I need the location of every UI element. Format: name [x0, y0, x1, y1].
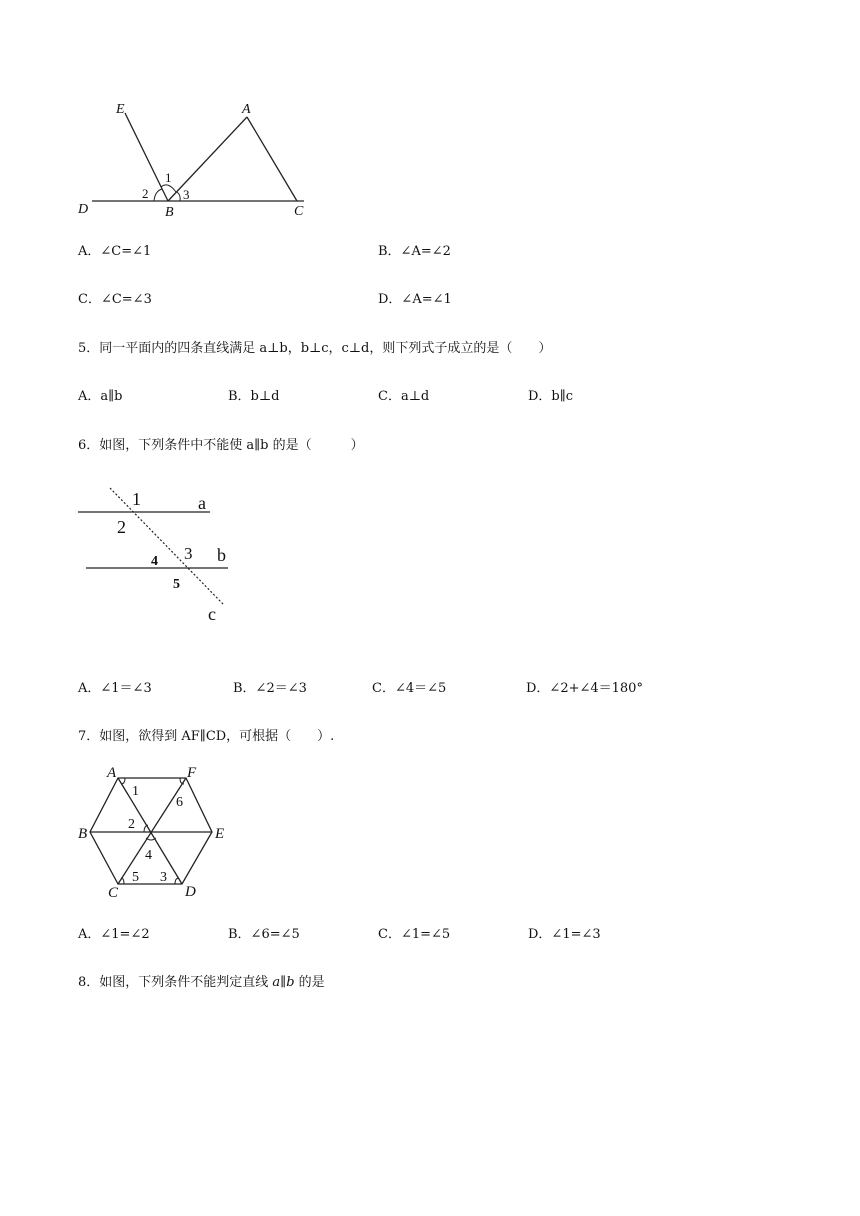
figure-parallel-lines	[70, 480, 250, 630]
angle-arc-3	[177, 192, 180, 201]
q6-stem: 6．如图，下列条件中不能使 a∥b 的是（ ）	[78, 438, 364, 453]
q7-option-d[interactable]: D．∠1=∠3	[528, 927, 601, 942]
line-c-transversal	[110, 488, 223, 604]
label-angle-4: 4	[145, 848, 152, 863]
q8-var-a: a	[272, 975, 281, 990]
label-e: E	[215, 826, 225, 842]
q5-option-d[interactable]: D．b∥c	[528, 389, 574, 404]
q4-option-c[interactable]: C．∠C=∠3	[78, 292, 152, 307]
q6-option-a[interactable]: A．∠1＝∠3	[78, 681, 152, 696]
label-a: A	[107, 765, 117, 781]
q5-option-c[interactable]: C．a⊥d	[378, 389, 430, 404]
q4-option-b[interactable]: B．∠A=∠2	[378, 244, 451, 259]
q8-var-b: b	[286, 975, 295, 990]
q6-option-b[interactable]: B．∠2＝∠3	[233, 681, 307, 696]
label-d: D	[78, 202, 89, 217]
label-angle-4: 4	[151, 554, 158, 569]
label-angle-2: 2	[142, 186, 149, 201]
label-angle-5: 5	[132, 870, 139, 885]
q8-stem	[78, 971, 325, 990]
q7-option-a[interactable]: A．∠1=∠2	[78, 927, 150, 942]
q5-option-b[interactable]: B．b⊥d	[228, 389, 280, 404]
label-angle-2: 2	[128, 817, 135, 832]
label-c: C	[294, 204, 304, 219]
q5-option-a[interactable]: A．a∥b	[78, 389, 123, 404]
hexagon-outline	[90, 778, 212, 884]
line-ba	[168, 117, 247, 201]
q5-stem: 5．同一平面内的四条直线满足 a⊥b，b⊥c，c⊥d，则下列式子成立的是（ ）	[78, 341, 552, 356]
q4-option-a[interactable]: A．∠C=∠1	[78, 244, 152, 259]
line-ac	[247, 117, 297, 201]
label-line-a: a	[198, 493, 206, 513]
label-angle-5: 5	[173, 577, 180, 592]
q6-option-d[interactable]: D．∠2+∠4＝180°	[526, 681, 643, 696]
figure-angles-abc	[70, 95, 330, 225]
q7-stem: 7．如图，欲得到 AF∥CD，可根据（ ）.	[78, 729, 335, 744]
label-angle-1: 1	[132, 489, 141, 509]
label-angle-2: 2	[117, 517, 126, 537]
label-angle-3: 3	[184, 544, 193, 563]
label-c: C	[108, 885, 119, 901]
q7-option-c[interactable]: C．∠1=∠5	[378, 927, 451, 942]
label-d: D	[185, 884, 196, 900]
label-angle-3: 3	[160, 870, 167, 885]
label-angle-3: 3	[183, 187, 190, 202]
label-b: B	[78, 826, 88, 842]
q4-option-d[interactable]: D．∠A=∠1	[378, 292, 452, 307]
q8-stem-prefix: 8．如图，下列条件不能判定直线	[78, 975, 273, 990]
label-a: A	[242, 102, 251, 117]
q8-stem-suffix: 的是	[294, 975, 325, 990]
label-line-b: b	[217, 545, 226, 565]
angle-arc-2	[154, 189, 162, 201]
label-b: B	[165, 205, 174, 220]
label-e: E	[116, 102, 125, 117]
label-angle-6: 6	[176, 795, 183, 810]
q7-option-b[interactable]: B．∠6=∠5	[228, 927, 300, 942]
figure-hexagon	[74, 762, 234, 902]
label-line-c: c	[208, 604, 216, 624]
label-angle-1: 1	[165, 170, 172, 185]
label-f: F	[187, 765, 197, 781]
label-angle-1: 1	[132, 784, 139, 799]
q6-option-c[interactable]: C．∠4＝∠5	[372, 681, 447, 696]
q8-parallel-symbol: ∥	[280, 975, 287, 990]
